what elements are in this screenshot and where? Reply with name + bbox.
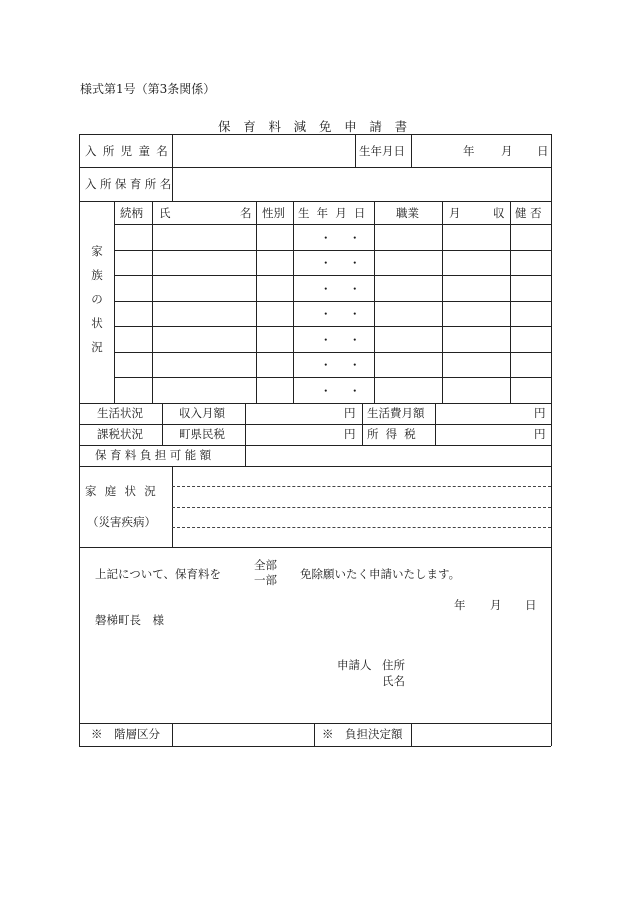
form-number: 様式第1号（第3条関係） xyxy=(80,82,216,96)
living-cost-yen: 円 xyxy=(534,406,546,420)
header-income-shu: 収 xyxy=(493,206,505,220)
table-row-dob-dots: ・ ・ xyxy=(320,307,368,321)
child-name-field[interactable] xyxy=(174,136,353,165)
burden-decision-field[interactable] xyxy=(413,725,549,744)
header-relation: 続柄 xyxy=(120,206,143,220)
family-char: 状 xyxy=(91,316,103,330)
dob-month-label: 月 xyxy=(501,144,513,158)
table-row-dob-dots: ・ ・ xyxy=(320,256,368,270)
burden-decision-label: ※ 負担決定額 xyxy=(322,727,403,741)
table-row-dob-dots: ・ ・ xyxy=(320,358,368,372)
family-char: 況 xyxy=(91,340,103,354)
declaration-text-after: 免除願いたく申請いたします。 xyxy=(300,567,461,581)
decl-year-label: 年 xyxy=(454,598,466,612)
dob-day-label: 日 xyxy=(537,144,549,158)
table-row-dob-dots: ・ ・ xyxy=(320,231,368,245)
table-row-dob-dots: ・ ・ xyxy=(320,282,368,296)
income-tax-label: 所 得 税 xyxy=(367,427,418,441)
facility-field[interactable] xyxy=(174,169,549,199)
monthly-income-yen: 円 xyxy=(344,406,356,420)
header-name-given: 名 xyxy=(240,206,252,220)
header-income-month: 月 xyxy=(449,206,461,220)
applicant-label: 申請人 xyxy=(337,658,372,672)
living-cost-label: 生活費月額 xyxy=(367,406,425,420)
dob-year-label: 年 xyxy=(463,144,475,158)
header-sex: 性別 xyxy=(262,206,285,220)
applicant-name-label: 氏名 xyxy=(382,674,405,688)
class-division-field[interactable] xyxy=(174,725,312,744)
family-char: 族 xyxy=(91,268,103,282)
declaration-text-before: 上記について、保育料を xyxy=(95,567,222,581)
household-sub-label: （災害疾病） xyxy=(87,515,156,529)
municipal-tax-label: 町県民税 xyxy=(179,427,225,441)
class-division-label: ※ 階層区分 xyxy=(91,727,160,741)
dob-label: 生年月日 xyxy=(359,144,405,158)
facility-label: 入所保育所名 xyxy=(85,177,175,191)
table-row-dob-dots: ・ ・ xyxy=(320,333,368,347)
decl-month-label: 月 xyxy=(490,598,502,612)
family-char: 家 xyxy=(91,244,103,258)
header-dob: 生 年 月 日 xyxy=(298,206,368,220)
option-part[interactable]: 一部 xyxy=(254,573,277,587)
header-occupation: 職業 xyxy=(396,206,419,220)
family-char: の xyxy=(91,292,103,306)
address-label: 住所 xyxy=(382,658,405,672)
header-name-family: 氏 xyxy=(159,206,171,220)
addressee: 磐梯町長 様 xyxy=(95,613,164,627)
header-health: 健 否 xyxy=(515,206,542,220)
household-label: 家 庭 状 況 xyxy=(85,484,159,498)
decl-day-label: 日 xyxy=(525,598,537,612)
living-status-label: 生活状況 xyxy=(97,406,143,420)
tax-status-label: 課税状況 xyxy=(97,427,143,441)
income-tax-yen: 円 xyxy=(534,427,546,441)
form-title: 保 育 料 減 免 申 請 書 xyxy=(218,119,412,134)
option-all[interactable]: 全部 xyxy=(254,558,277,572)
table-row-dob-dots: ・ ・ xyxy=(320,384,368,398)
municipal-tax-yen: 円 xyxy=(344,427,356,441)
child-name-label: 入所児童名 xyxy=(85,144,175,158)
burden-capacity-label: 保育料負担可能額 xyxy=(95,448,215,462)
monthly-income-label: 収入月額 xyxy=(179,406,225,420)
